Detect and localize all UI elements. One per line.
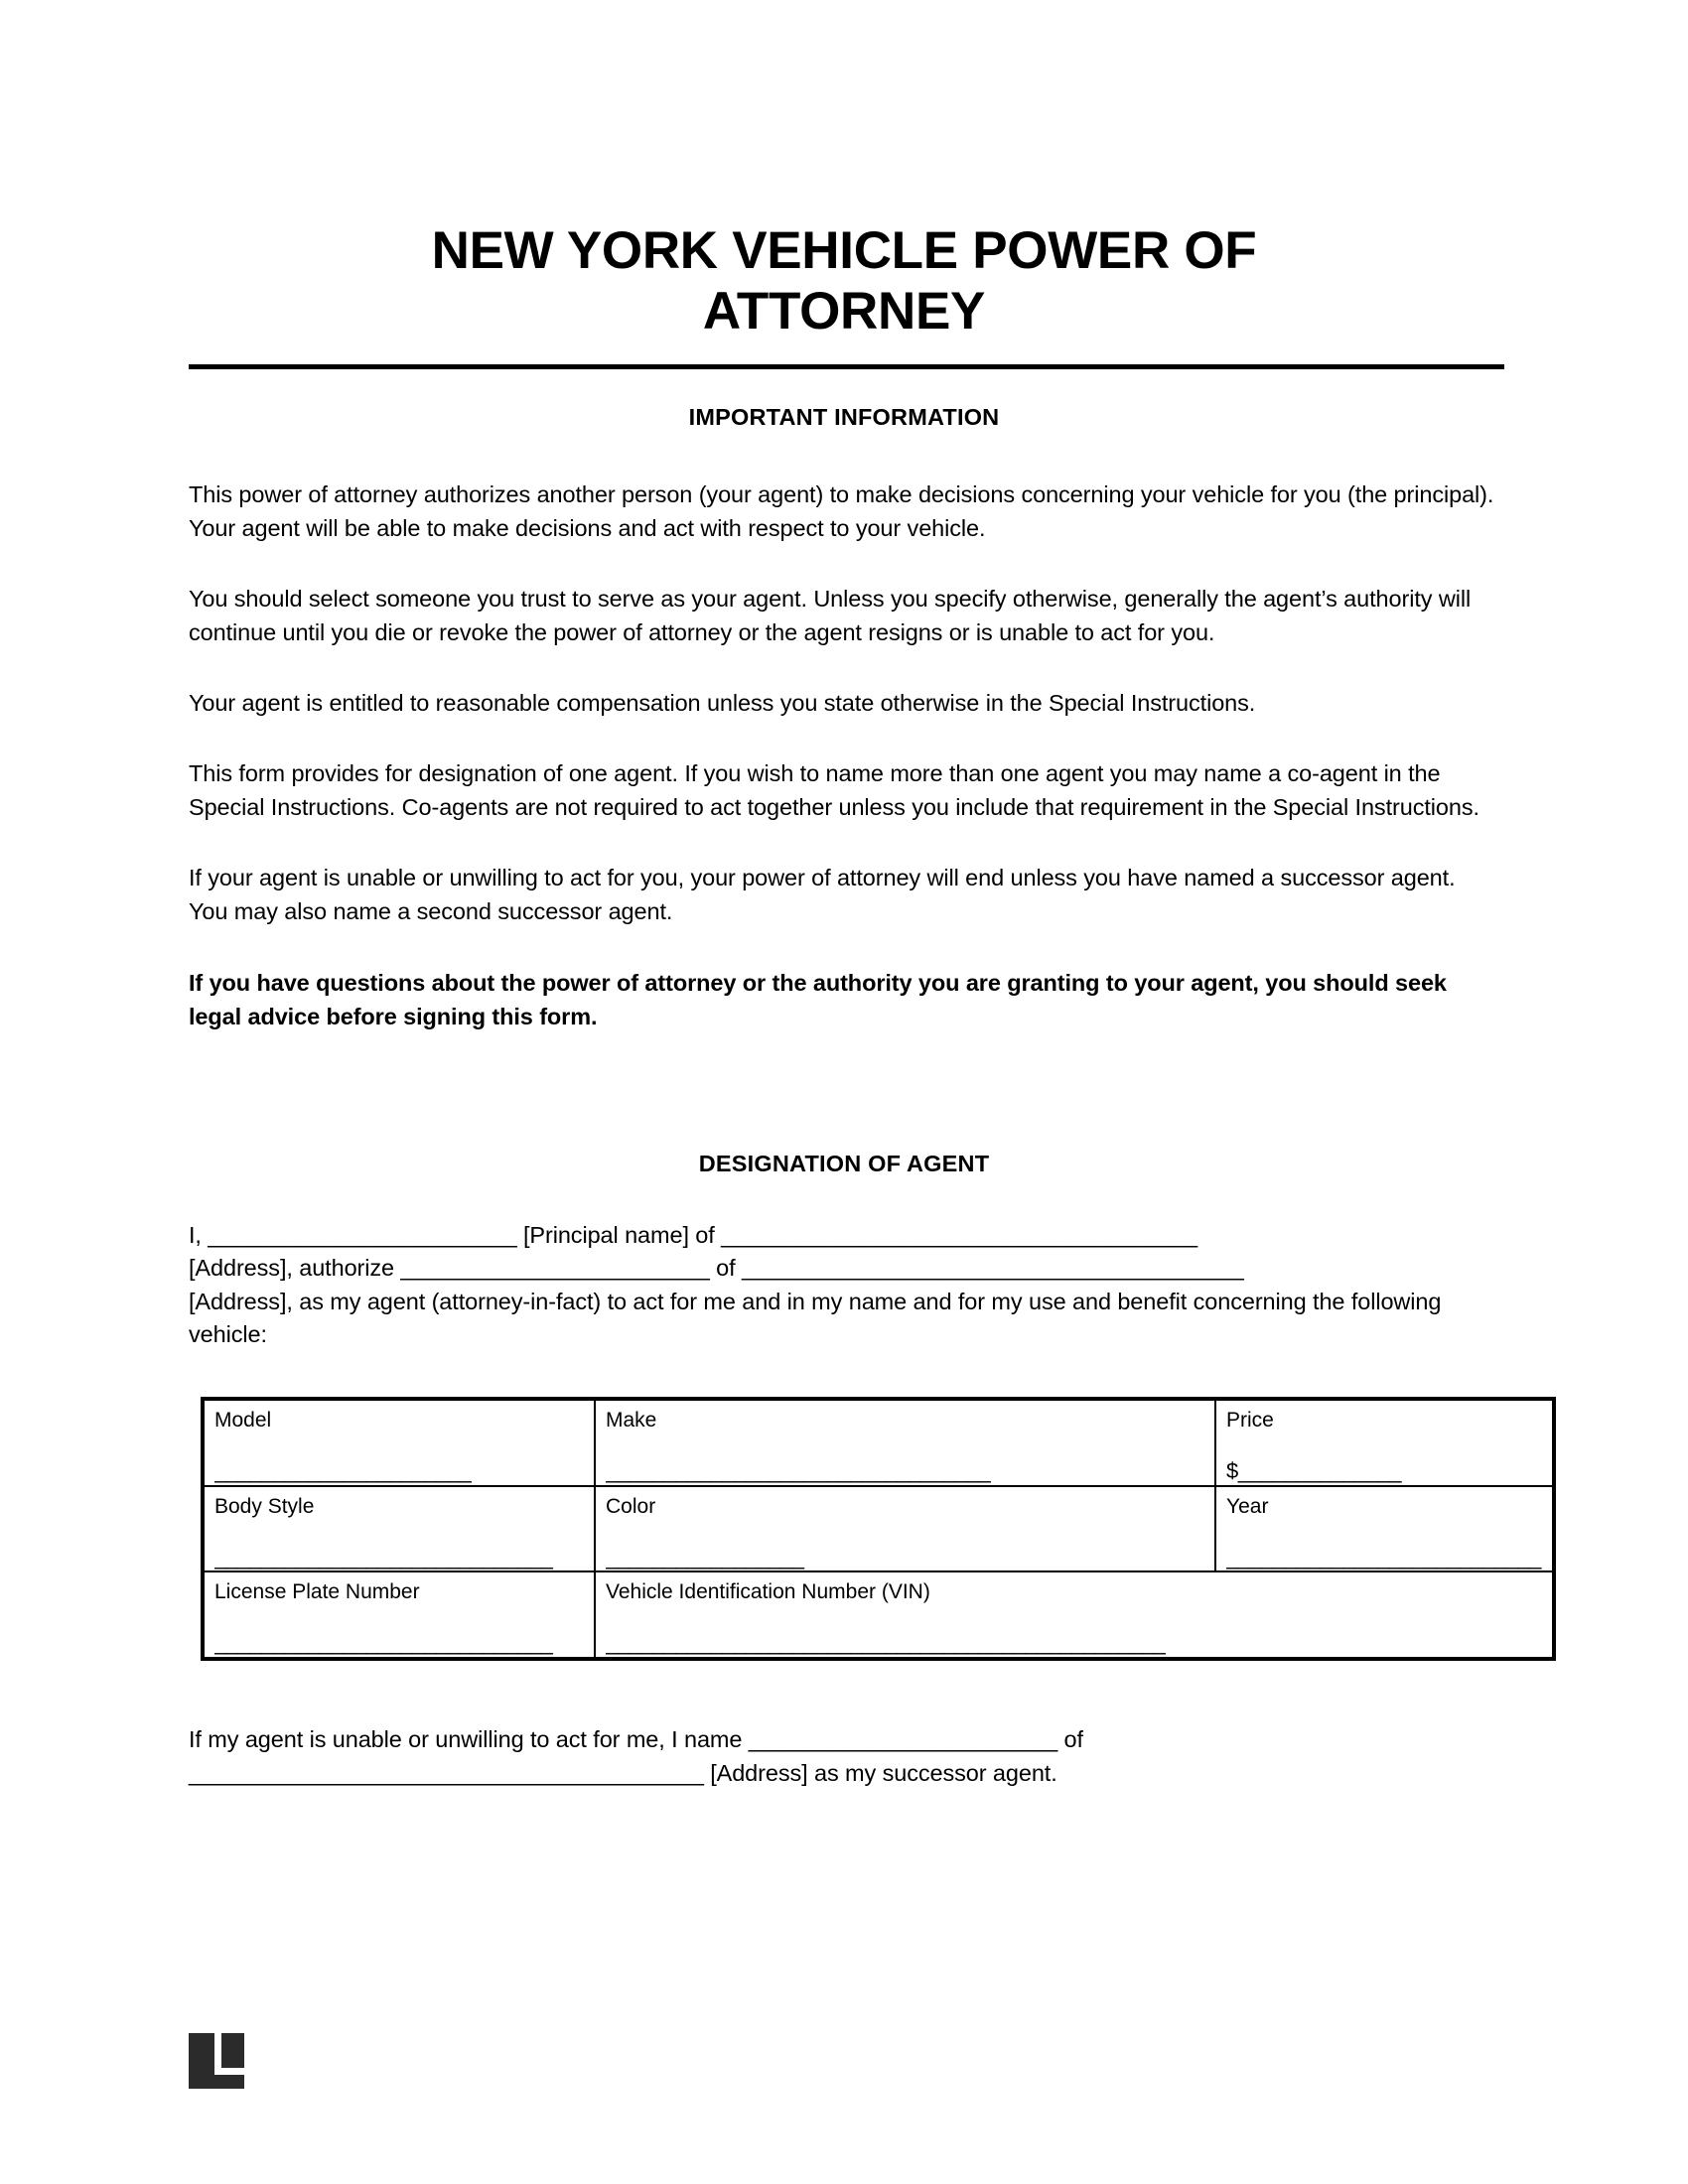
year-input-line[interactable]: ___________________________ bbox=[1226, 1544, 1541, 1570]
license-plate-number-label: License Plate Number bbox=[214, 1580, 420, 1604]
title-divider bbox=[189, 364, 1504, 369]
successor-line-1[interactable]: If my agent is unable or unwilling to act for me, I name ________________________ of bbox=[189, 1725, 1083, 1752]
model-input-line[interactable]: ______________________ bbox=[214, 1458, 472, 1484]
table-cell-year[interactable] bbox=[1215, 1486, 1554, 1572]
color-input-line[interactable]: _________________ bbox=[606, 1544, 804, 1570]
body-style-input-line[interactable]: _____________________________ bbox=[214, 1544, 553, 1570]
make-input-line[interactable]: _________________________________ bbox=[606, 1458, 991, 1484]
price-label: Price bbox=[1226, 1409, 1274, 1432]
table-row bbox=[203, 1486, 1554, 1572]
price-input-line[interactable]: $______________ bbox=[1226, 1458, 1402, 1484]
successor-agent-block bbox=[189, 1722, 1499, 1790]
designation-line-3: [Address], as my agent (attorney-in-fact) to act for me and in my name and for my use and benefit concerning the following vehicle: bbox=[189, 1288, 1448, 1348]
year-label: Year bbox=[1226, 1494, 1269, 1518]
vin-label: Vehicle Identification Number (VIN) bbox=[606, 1580, 930, 1604]
designation-of-agent-heading: DESIGNATION OF AGENT bbox=[698, 1150, 990, 1176]
page-title-line-2: ATTORNEY bbox=[702, 282, 986, 341]
page-title bbox=[189, 0, 1499, 342]
designation-line-2[interactable]: [Address], authorize ________________________ of _______________________________________ bbox=[189, 1255, 1244, 1282]
vehicle-details-table bbox=[201, 1397, 1556, 1661]
designation-line-1[interactable]: I, ________________________ [Principal name] of _____________________________________ bbox=[189, 1221, 1198, 1248]
successor-line-2[interactable]: ________________________________________ [Address] as my successor agent. bbox=[189, 1759, 1057, 1786]
important-paragraph-4: This form provides for designation of one agent. If you wish to name more than one agent you may name a co-agent in the Special Instructions. Co-agents are not required to act together unless you include that requirement in the Special Instructions. bbox=[189, 760, 1479, 821]
table-cell-price[interactable] bbox=[1215, 1399, 1554, 1486]
body-style-label: Body Style bbox=[214, 1494, 315, 1518]
table-cell-body-style[interactable] bbox=[203, 1486, 595, 1572]
logo-inner-square bbox=[221, 2033, 244, 2068]
table-row bbox=[203, 1571, 1554, 1659]
table-cell-color[interactable] bbox=[595, 1486, 1215, 1572]
important-paragraph-1: This power of attorney authorizes another person (your agent) to make decisions concerning your vehicle for you (the principal). Your agent will be able to make decisions and act with respect to your vehicle. bbox=[189, 480, 1494, 541]
table-cell-vin[interactable] bbox=[595, 1571, 1554, 1659]
designation-of-agent-body bbox=[189, 1219, 1499, 1352]
important-paragraph-2: You should select someone you trust to serve as your agent. Unless you specify otherwise, generally the agent’s authority will continue until you die or revoke the power of attorney or the agent resigns or is unable to act for you. bbox=[189, 586, 1472, 646]
important-paragraph-3: Your agent is entitled to reasonable compensation unless you state otherwise in the Special Instructions. bbox=[189, 690, 1256, 717]
table-cell-license-plate-number[interactable] bbox=[203, 1571, 595, 1659]
vin-input-line[interactable]: ________________________________________________ bbox=[606, 1630, 1166, 1656]
color-label: Color bbox=[606, 1494, 656, 1518]
important-information-heading: IMPORTANT INFORMATION bbox=[688, 403, 1000, 430]
license-plate-number-input-line[interactable]: _____________________________ bbox=[214, 1630, 553, 1656]
legal-templates-logo-icon bbox=[189, 2033, 244, 2089]
table-cell-model[interactable] bbox=[203, 1399, 595, 1486]
important-paragraph-bold-notice: If you have questions about the power of attorney or the authority you are granting to your agent, you should seek legal advice before signing this form. bbox=[189, 969, 1447, 1029]
table-row bbox=[203, 1399, 1554, 1486]
page-title-line-1: NEW YORK VEHICLE POWER OF bbox=[431, 221, 1257, 280]
model-label: Model bbox=[214, 1409, 272, 1432]
table-cell-make[interactable] bbox=[595, 1399, 1215, 1486]
document-content bbox=[189, 0, 1541, 1790]
important-paragraph-5: If your agent is unable or unwilling to act for you, your power of attorney will end unless you have named a successor agent. You may also name a second successor agent. bbox=[189, 865, 1456, 925]
make-label: Make bbox=[606, 1409, 657, 1432]
